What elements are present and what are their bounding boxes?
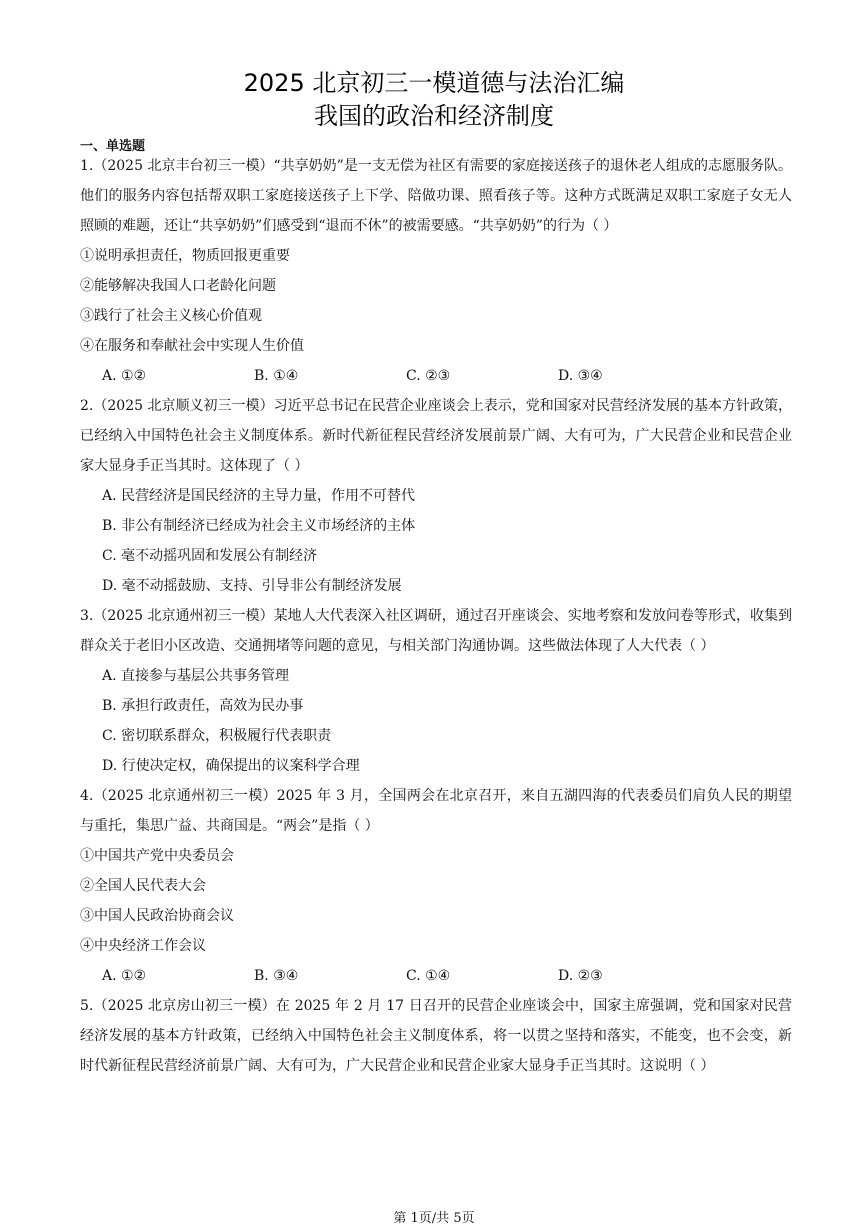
- choice-c: C. ①④: [406, 968, 451, 984]
- answer-choices: [80, 961, 792, 991]
- choice-d: D. 毫不动摇鼓励、支持、引导非公有制经济发展: [102, 578, 402, 594]
- choice-b: B. 承担行政责任，高效为民办事: [102, 698, 304, 714]
- statement-option: ③中国人民政治协商会议: [80, 908, 234, 924]
- choice-b: B. 非公有制经济已经成为社会主义市场经济的主体: [102, 518, 416, 534]
- question-1: [80, 151, 792, 391]
- choice-c: C. 密切联系群众，积极履行代表职责: [102, 728, 332, 744]
- statement-option: ①中国共产党中央委员会: [80, 848, 234, 864]
- choice-d: D. 行使决定权，确保提出的议案科学合理: [102, 758, 360, 774]
- statement-option: ①说明承担责任，物质回报更重要: [80, 248, 290, 264]
- choice-c: C. 毫不动摇巩固和发展公有制经济: [102, 548, 318, 564]
- choice-a: A. 直接参与基层公共事务管理: [102, 668, 290, 684]
- section-heading: 一、单选题: [80, 139, 146, 154]
- page-footer: 第 1页/共 5页: [393, 1211, 475, 1226]
- choice-b: B. ③④: [254, 968, 299, 984]
- choice-a: A. 民营经济是国民经济的主导力量，作用不可替代: [102, 488, 416, 504]
- question-stem: 3.（2025 北京通州初三一模）某地人大代表深入社区调研，通过召开座谈会、实地考察和发放问卷等形式，收集到群众关于老旧小区改造、交通拥堵等问题的意见，与相关部门沟通协调。这些做法体现了人大代表（ ）: [80, 608, 792, 654]
- question-4: [80, 781, 792, 991]
- choice-a: A. ①②: [102, 368, 147, 384]
- choice-d: D. ②③: [558, 968, 603, 984]
- question-stem: 4.（2025 北京通州初三一模）2025 年 3 月，全国两会在北京召开，来自五湖四海的代表委员们肩负人民的期望与重托，集思广益、共商国是。“两会”是指（ ）: [80, 788, 792, 834]
- question-2: [80, 391, 792, 601]
- question-stem: 2.（2025 北京顺义初三一模）习近平总书记在民营企业座谈会上表示，党和国家对民营经济发展的基本方针政策，已经纳入中国特色社会主义制度体系。新时代新征程民营经济发展前景广阔、大有可为，广大民营企业和民营企业家大显身手正当其时。这体现了（ ）: [80, 398, 792, 474]
- choice-c: C. ②③: [406, 368, 451, 384]
- document-title: 2025 北京初三一模道德与法治汇编: [243, 69, 625, 97]
- statement-option: ④在服务和奉献社会中实现人生价值: [80, 338, 304, 354]
- choice-a: A. ①②: [102, 968, 147, 984]
- choice-b: B. ①④: [254, 368, 299, 384]
- statement-option: ②能够解决我国人口老龄化问题: [80, 278, 276, 294]
- statement-option: ③践行了社会主义核心价值观: [80, 308, 262, 324]
- answer-choices: [80, 361, 792, 391]
- document-subtitle: 我国的政治和经济制度: [314, 102, 554, 130]
- statement-option: ②全国人民代表大会: [80, 878, 206, 894]
- question-stem: 1.（2025 北京丰台初三一模）“共享奶奶”是一支无偿为社区有需要的家庭接送孩子的退休老人组成的志愿服务队。他们的服务内容包括帮双职工家庭接送孩子上下学、陪做功课、照看孩子等。这种方式既满足双职工家庭子女无人照顾的难题，还让“共享奶奶”们感受到“退而不休”的被需要感。“共享奶奶”的行为（ ）: [80, 158, 792, 234]
- question-3: [80, 601, 792, 781]
- question-5: [80, 991, 792, 1081]
- question-list: [80, 151, 792, 1081]
- question-stem: 5.（2025 北京房山初三一模）在 2025 年 2 月 17 日召开的民营企业座谈会中，国家主席强调，党和国家对民营经济发展的基本方针政策，已经纳入中国特色社会主义制度体系，将一以贯之坚持和落实，不能变，也不会变，新时代新征程民营经济前景广阔、大有可为，广大民营企业和民营企业家大显身手正当其时。这说明（ ）: [80, 998, 792, 1074]
- choice-d: D. ③④: [558, 368, 603, 384]
- statement-option: ④中央经济工作会议: [80, 938, 206, 954]
